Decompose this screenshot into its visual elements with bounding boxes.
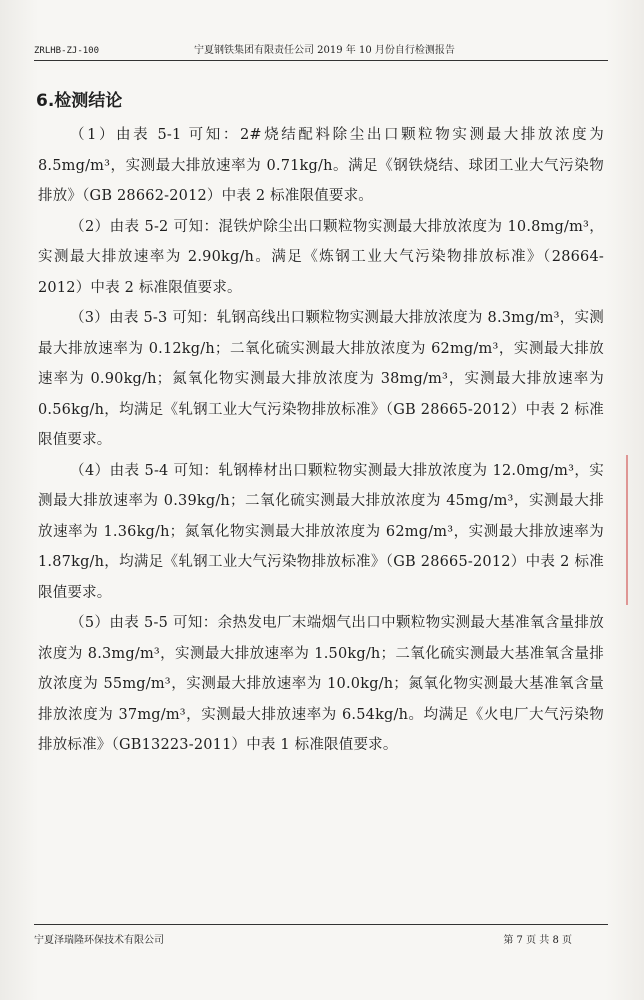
conclusion-paragraph-1: （1）由表 5-1 可知：2#烧结配料除尘出口颗粒物实测最大排放浓度为 8.5mg/m³，实测最大排放速率为 0.71kg/h。满足《钢铁烧结、球团工业大气污染物排放》（GB 28662-2012）中表 2 标准限值要求。 <box>38 127 604 204</box>
conclusion-paragraph-5: （5）由表 5-5 可知：余热发电厂末端烟气出口中颗粒物实测最大基准氧含量排放浓度为 8.3mg/m³，实测最大排放速率为 1.50kg/h；二氧化硫实测最大基准氧含量排放浓度为 55mg/m³，实测最大排放速率为 10.0kg/h；氮氧化物实测最大基准氧含量排放浓度为 37mg/m³，实测最大排放速率为 6.54kg/h。均满足《火电厂大气污染物排放标准》（GB13223-2011）中表 1 标准限值要求。 <box>38 615 604 753</box>
conclusion-paragraph-4: （4）由表 5-4 可知：轧钢棒材出口颗粒物实测最大排放浓度为 12.0mg/m³，实测最大排放速率为 0.39kg/h；二氧化硫实测最大排放浓度为 45mg/m³，实测最大排放速率为 1.36kg/h；氮氧化物实测最大排放浓度为 62mg/m³，实测最大排放速率为 1.87kg/h，均满足《轧钢工业大气污染物排放标准》（GB 28665-2012）中表 2 标准限值要求。 <box>38 462 604 601</box>
conclusion-paragraph-3: （3）由表 5-3 可知：轧钢高线出口颗粒物实测最大排放浓度为 8.3mg/m³，实测最大排放速率为 0.12kg/h；二氧化硫实测最大排放浓度为 62mg/m³，实测最大排放速率为 0.90kg/h；氮氧化物实测最大排放浓度为 38mg/m³，实测最大排放速率为 0.56kg/h，均满足《轧钢工业大气污染物排放标准》（GB 28665-2012）中表 2 标准限值要求。 <box>38 310 604 448</box>
section-heading: 6.检测结论 <box>36 91 123 111</box>
footer-company: 宁夏泽瑞隆环保技术有限公司 <box>34 935 164 946</box>
seal-stamp-edge <box>626 455 644 605</box>
page-header <box>34 40 608 61</box>
page-number: 第 7 页 共 8 页 <box>503 935 572 946</box>
page-footer <box>34 924 608 945</box>
header-title: 宁夏钢铁集团有限责任公司 2019 年 10 月份自行检测报告 <box>194 45 455 56</box>
conclusion-paragraph-2: （2）由表 5-2 可知：混铁炉除尘出口颗粒物实测最大排放浓度为 10.8mg/m³，实测最大排放速率为 2.90kg/h。满足《炼钢工业大气污染物排放标准》（28664-2012）中表 2 标准限值要求。 <box>38 218 604 296</box>
document-code: ZRLHB-ZJ-100 <box>34 46 100 56</box>
conclusion-body <box>38 120 604 761</box>
